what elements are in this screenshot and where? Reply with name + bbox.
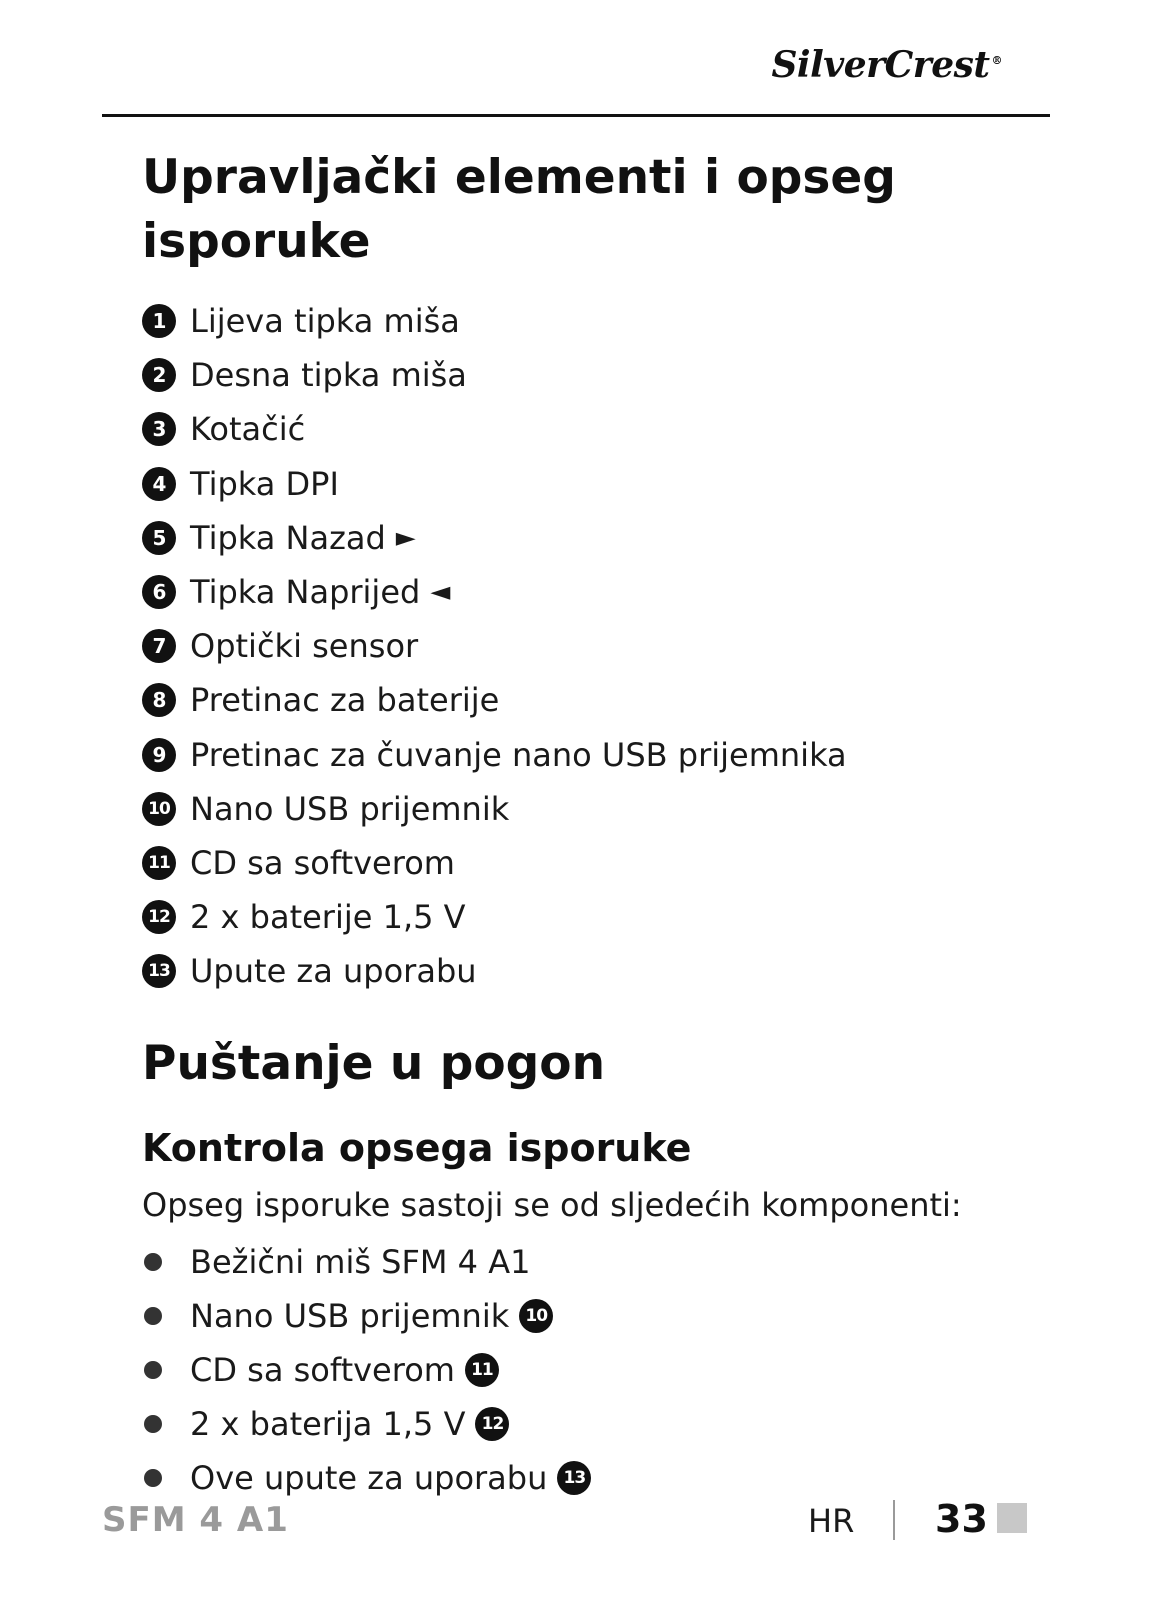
number-badge: 5 [142,521,176,555]
registered-mark: ® [991,54,1002,67]
parts-item-label: Pretinac za baterije [190,681,500,720]
delivery-item [142,1397,1022,1451]
reference-badge: 12 [475,1407,509,1441]
parts-item [142,511,1022,565]
section-title-startup: Puštanje u pogon [142,1036,606,1092]
reference-badge: 13 [557,1461,591,1495]
number-badge: 7 [142,629,176,663]
brand-name: SilverCrest [771,44,990,86]
footer-model-name: SFM 4 A1 [102,1500,289,1540]
bullet-icon [144,1307,162,1325]
number-badge: 9 [142,738,176,772]
number-badge: 2 [142,358,176,392]
page-marker-square [997,1503,1027,1533]
parts-item-label: Optički sensor [190,627,419,666]
parts-item [142,728,1022,782]
reference-badge: 11 [465,1353,499,1387]
number-badge: 4 [142,467,176,501]
number-badge: 10 [142,792,176,826]
parts-item [142,944,1022,998]
delivery-item [142,1343,1022,1397]
parts-item [142,619,1022,673]
number-badge: 8 [142,683,176,717]
bullet-icon [144,1361,162,1379]
delivery-intro-text: Opseg isporuke sastoji se od sljedećih komponenti: [142,1186,962,1225]
delivery-item-label: Bežični miš SFM 4 A1 [190,1242,531,1281]
number-badge: 12 [142,900,176,934]
parts-item-label: 2 x baterije 1,5 V [190,898,466,937]
number-badge: 6 [142,575,176,609]
parts-item-label: Nano USB prijemnik [190,789,510,828]
number-badge: 1 [142,304,176,338]
delivery-item-label: CD sa softverom [190,1350,455,1389]
subsection-title-delivery-check: Kontrola opsega isporuke [142,1126,692,1171]
parts-item [142,836,1022,890]
parts-item [142,457,1022,511]
delivery-item [142,1289,1022,1343]
parts-item-label: Tipka Naprijed [190,573,421,612]
number-badge: 3 [142,412,176,446]
arrow-left-icon: ◄ [430,577,451,608]
footer-language-code: HR [808,1502,855,1540]
delivery-item-label: Nano USB prijemnik [190,1296,510,1335]
parts-item [142,890,1022,944]
bullet-icon [144,1415,162,1433]
header-rule [102,114,1050,117]
delivery-contents-list [142,1234,1022,1505]
parts-item-label: Tipka DPI [190,464,339,503]
number-badge: 13 [142,954,176,988]
parts-item-label: Tipka Nazad [190,518,386,557]
arrow-right-icon: ► [395,522,416,553]
parts-list [142,294,1022,998]
parts-item [142,782,1022,836]
parts-item-label: Desna tipka miša [190,356,467,395]
parts-item [142,348,1022,402]
parts-item-label: Lijeva tipka miša [190,302,460,341]
page-number: 33 [935,1497,988,1541]
delivery-item-label: Ove upute za uporabu [190,1459,548,1498]
silvercrest-logo [771,44,1002,86]
delivery-item [142,1451,1022,1505]
section-title-controls: Upravljački elementi i opseg isporuke [142,150,896,269]
parts-item [142,402,1022,456]
parts-item-label: Kotačić [190,410,306,449]
parts-item [142,294,1022,348]
delivery-item-label: 2 x baterija 1,5 V [190,1405,466,1444]
number-badge: 11 [142,846,176,880]
bullet-icon [144,1469,162,1487]
parts-item [142,565,1022,619]
delivery-item [142,1234,1022,1288]
parts-item-label: Upute za uporabu [190,952,477,991]
parts-item [142,673,1022,727]
page-content [142,146,1022,1505]
bullet-icon [144,1253,162,1271]
parts-item-label: Pretinac za čuvanje nano USB prijemnika [190,735,847,774]
reference-badge: 10 [519,1299,553,1333]
parts-item-label: CD sa softverom [190,843,455,882]
footer-separator [893,1500,895,1540]
